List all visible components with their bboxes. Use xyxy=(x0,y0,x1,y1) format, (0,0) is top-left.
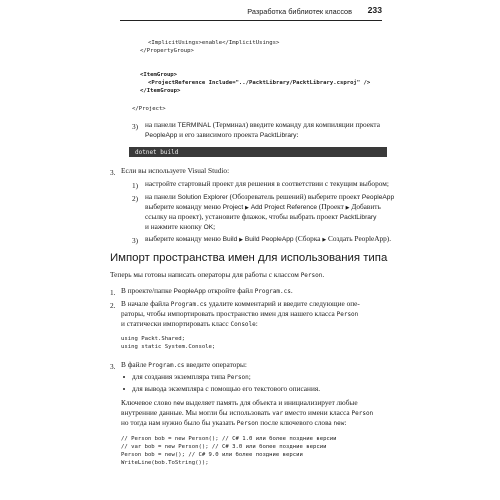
terminal-command-block xyxy=(129,147,387,157)
paragraph-line: выберите команду меню Build ▶ Build PeopleApp (Сборка ▶ Создать PeopleApp). xyxy=(145,234,392,243)
paragraph-line: В проекте/папке PeopleApp откройте файл Program.cs. xyxy=(121,286,293,295)
paragraph-line: но тогда нам нужно было бы указать Person после ключевого слова new: xyxy=(121,418,347,427)
arrow-right-icon: ▶ xyxy=(345,206,350,211)
arrow-right-icon: ▶ xyxy=(239,238,243,243)
code-line: // Person bob = new Person(); // C# 1.0 или более поздние версии xyxy=(121,436,337,442)
running-header xyxy=(120,5,382,21)
step-number: 1) xyxy=(132,181,139,190)
list-number: 2. xyxy=(110,301,116,310)
paragraph-line: настройте стартовый проект для решения в соответствии с текущим выбором; xyxy=(145,179,389,188)
code-line: <ItemGroup> xyxy=(140,72,178,78)
code-line: Person bob = new(); // C# 9.0 или более поздние версии xyxy=(121,452,303,458)
bullet-icon xyxy=(123,376,125,378)
paragraph-line: Ключевое слово new выделяет память для объекта и инициализирует любые xyxy=(121,398,358,407)
paragraph-line: на панели TERMINAL (Терминал) введите команду для компиляции проекта xyxy=(145,120,380,129)
paragraph-line: В начале файла Program.cs удалите комментарий и введите следующие опе- xyxy=(121,299,360,308)
paragraph-line: и статически импортировать класс Console: xyxy=(121,319,258,328)
code-line: <ImplicitUsings>enable</ImplicitUsings> xyxy=(148,40,280,46)
page-number: 233 xyxy=(367,5,382,15)
step-number: 3) xyxy=(132,122,139,131)
paragraph-line: и нажмите кнопку OK; xyxy=(145,222,216,231)
list-number: 3. xyxy=(110,362,116,371)
header-title: Разработка библиотек классов xyxy=(247,7,352,16)
code-line: <ProjectReference Include="../PacktLibrary/PacktLibrary.csproj" /> xyxy=(148,80,371,86)
list-number: 1. xyxy=(110,288,116,297)
paragraph-line: Если вы используете Visual Studio: xyxy=(121,166,230,175)
paragraph-line: внутренние данные. Мы могли бы использовать var вместо имени класса Person xyxy=(121,408,374,417)
paragraph-line: на панели Solution Explorer (Обозреватель решений) выберите проект PeopleApp xyxy=(145,192,395,201)
code-line: using static System.Console; xyxy=(121,344,216,350)
arrow-right-icon: ▶ xyxy=(245,206,249,211)
paragraph-line: ссылку на проект), установите флажок, чтобы выбрать проект PacktLibrary xyxy=(145,212,377,221)
code-line: </Project> xyxy=(132,106,166,112)
code-line: using Packt.Shared; xyxy=(121,336,185,342)
terminal-command: dotnet build xyxy=(135,148,179,156)
paragraph-line: выберите команду меню Project ▶ Add Project Reference (Проект ▶ Добавить xyxy=(145,202,381,211)
paragraph-line: Теперь мы готовы написать операторы для работы с классом Person. xyxy=(110,270,325,279)
list-number: 3. xyxy=(110,168,116,177)
bullet-icon xyxy=(123,388,125,390)
paragraph-line: для создания экземпляра типа Person; xyxy=(132,372,251,381)
code-line: </ItemGroup> xyxy=(140,88,181,94)
step-number: 3) xyxy=(132,236,139,245)
paragraph-line: PeopleApp и его зависимого проекта PacktLibrary: xyxy=(145,130,299,139)
arrow-right-icon: ▶ xyxy=(322,238,327,243)
paragraph-line: раторы, чтобы импортировать пространство имен для нашего класса Person xyxy=(121,309,359,318)
step-number: 2) xyxy=(132,194,139,203)
code-line: // var bob = new Person(); // C# 3.0 или более поздние версии xyxy=(121,444,327,450)
section-heading: Импорт пространства имен для использования типа xyxy=(110,252,388,264)
code-line: WriteLine(bob.ToString()); xyxy=(121,460,209,466)
paragraph-line: для вывода экземпляра с помощью его текстового описания. xyxy=(132,384,321,393)
code-line: </PropertyGroup> xyxy=(140,48,194,54)
paragraph-line: В файле Program.cs введите операторы: xyxy=(121,360,247,369)
